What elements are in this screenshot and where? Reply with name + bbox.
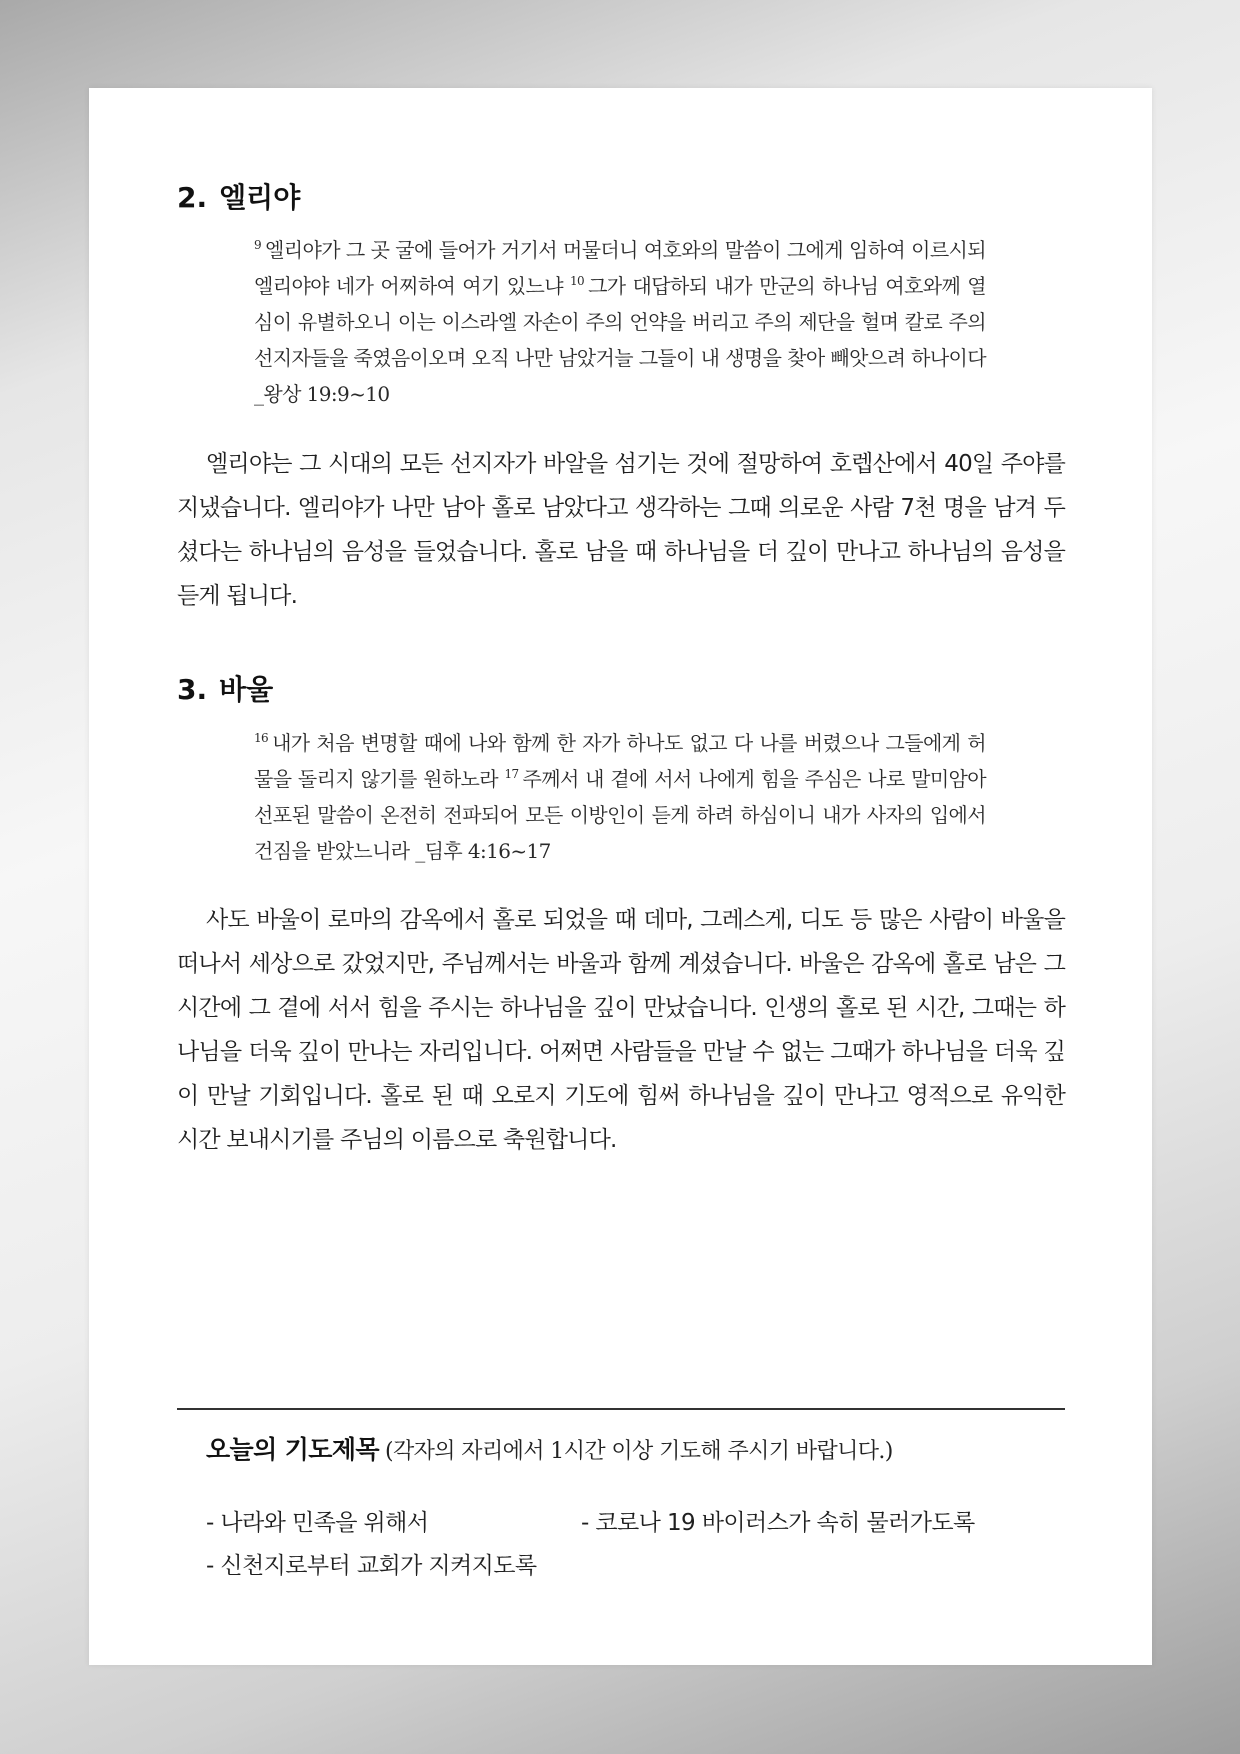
section-title: 바울: [219, 673, 274, 706]
prayer-item: - 코로나 19 바이러스가 속히 물러가도록: [581, 1510, 975, 1536]
document-page: [89, 88, 1152, 1665]
verse-number: 10: [570, 274, 585, 288]
section-title: 엘리야: [219, 181, 301, 214]
prayer-topics-heading: [206, 1430, 893, 1466]
paragraph-elijah: 엘리야는 그 시대의 모든 선지자가 바알을 섬기는 것에 절망하여 호렙산에서 40일 주야를 지냈습니다. 엘리야가 나만 남아 홀로 남았다고 생각하는 그때 의로운 사람 7천 명을 남겨 두셨다는 하나님의 음성을 들었습니다. 홀로 남을 때 하나님을 더 깊이 만나고 하나님의 음성을 듣게 됩니다.: [177, 451, 1065, 609]
section-heading-elijah: [177, 176, 300, 216]
prayer-item: - 나라와 민족을 위해서: [206, 1510, 429, 1536]
paragraph-paul: 사도 바울이 로마의 감옥에서 홀로 되었을 때 데마, 그레스게, 디도 등 많은 사람이 바울을 떠나서 세상으로 갔었지만, 주님께서는 바울과 함께 계셨습니다. 바울은 감옥에 홀로 남은 그 시간에 그 곁에 서서 힘을 주시는 하나님을 깊이 만났습니다. 인생의 홀로 된 시간, 그때는 하나님을 더욱 깊이 만나는 자리입니다. 어쩌면 사람들을 만날 수 없는 그때가 하나님을 더욱 깊이 만날 기회입니다. 홀로 된 때 오로지 기도에 힘써 하나님을 깊이 만나고 영적으로 유익한 시간 보내시기를 주님의 이름으로 축원합니다.: [177, 907, 1065, 1153]
verse-number: 16: [254, 731, 269, 745]
scripture-quote-paul: [254, 725, 986, 869]
verse-number: 17: [504, 767, 519, 781]
verse-text: 내가 처음 변명할 때에 나와 함께 한 자가 하나도 없고 다 나를 버렸으나 그들에게 허물을 돌리지 않기를 원하노라: [254, 731, 986, 791]
verse-number: 9: [254, 238, 262, 252]
prayer-topics-note: (각자의 자리에서 1시간 이상 기도해 주시기 바랍니다.): [384, 1439, 893, 1464]
scripture-quote-elijah: [254, 232, 986, 412]
section-number: 2.: [177, 181, 208, 214]
prayer-item: - 신천지로부터 교회가 지켜지도록: [206, 1553, 537, 1579]
verse-text: 엘리야가 그 곳 굴에 들어가 거기서 머물더니 여호와의 말씀이 그에게 임하여 이르시되 엘리야야 네가 어찌하여 여기 있느냐: [254, 238, 986, 298]
section-heading-paul: [177, 668, 273, 708]
prayer-topics-title: 오늘의 기도제목: [206, 1435, 379, 1464]
verse-text: 주께서 내 곁에 서서 나에게 힘을 주심은 나로 말미암아 선포된 말씀이 온전히 전파되어 모든 이방인이 듣게 하려 하심이니 내가 사자의 입에서 건짐을 받았느니라 _딤후 4:16~17: [254, 767, 987, 863]
section-number: 3.: [177, 673, 208, 706]
verse-text: 그가 대답하되 내가 만군의 하나님 여호와께 열심이 유별하오니 이는 이스라엘 자손이 주의 언약을 버리고 주의 제단을 헐며 칼로 주의 선지자들을 죽였음이오며 오직 나만 남았거늘 그들이 내 생명을 찾아 빼앗으려 하나이다 _왕상 19:9~10: [254, 274, 986, 406]
section-divider: [177, 1408, 1065, 1410]
